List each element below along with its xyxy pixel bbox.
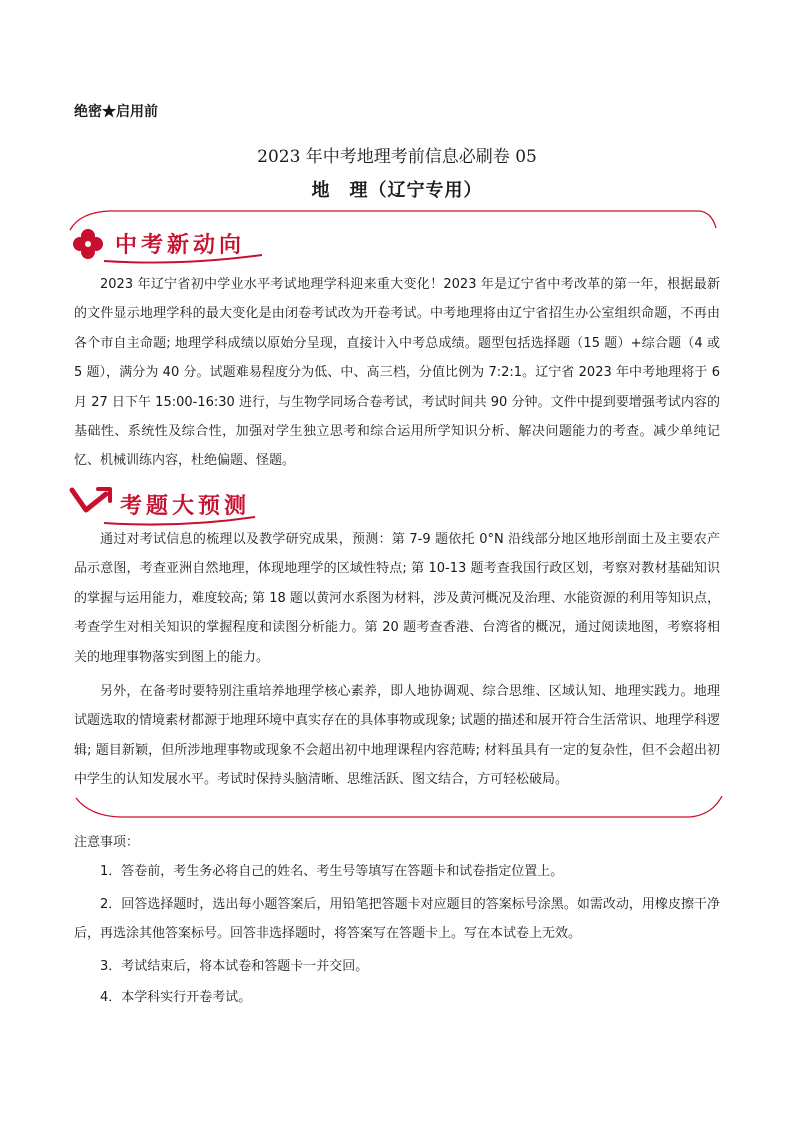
secret-label: 绝密★启用前 <box>74 104 158 120</box>
notes-heading: 注意事项： <box>74 835 140 850</box>
section-title: 考题大预测 <box>120 493 251 519</box>
note-item: 4．本学科实行开卷考试。 <box>100 990 252 1005</box>
page-subtitle: 地 理（辽宁专用） <box>311 180 483 201</box>
frame-bottom-line <box>76 796 722 817</box>
paragraph: 2023 年辽宁省初中学业水平考试地理学科迎来重大变化！2023 年是辽宁省中考改革的第一年，根据最新的文件显示地理学科的最大变化是由闭卷考试改为开卷考试。中考地理将由辽宁省招生办公室组织命题，不再由各个市自主命题; 地理学科成绩以原始分呈现，直接计入中考总成绩。题型包括选择题（15 题）+综合题（4 或 5 题），满分为 40 分。试题难易程度分为低、中、高三档，分值比例为 7:2:1。辽宁省 2023 年中考地理将于 6 月 27 日下午 15:00-16:30 进行，与生物学同场合卷考试，考试时间共 90 分钟。文件中提到要增强考试内容的基础性、系统性及综合性，加强对学生独立思考和综合运用所学知识分析、解决问题能力的考查。减少单纯记忆、机械训练内容，杜绝偏题、怪题。 <box>74 277 720 469</box>
page-title: 2023 年中考地理考前信息必刷卷 05 <box>257 147 537 167</box>
note-item: 3．考试结束后，将本试卷和答题卡一并交回。 <box>100 959 369 974</box>
trend-arrow-icon <box>72 489 110 510</box>
note-item: 2．回答选择题时，选出每小题答案后，用铅笔把答题卡对应题目的答案标号涂黑。如需改动，用橡皮擦干净后，再选涂其他答案标号。回答非选择题时，将答案写在答题卡上。写在本试卷上无效。 <box>74 897 720 941</box>
paragraph: 另外，在备考时要特别注重培养地理学核心素养，即人地协调观、综合思维、区域认知、地理实践力。地理试题选取的情境素材都源于地理环境中真实存在的具体事物或现象; 试题的描述和展开符合生活常识、地理学科逻辑; 题目新颖，但所涉地理事物或现象不会超出初中地理课程内容范畴; 材料虽具有一定的复杂性，但不会超出初中学生的认知发展水平。考试时保持头脑清晰、思维活跃、图文结合，方可轻松破局。 <box>74 684 720 788</box>
paragraph: 通过对考试信息的梳理以及教学研究成果，预测：第 7-9 题依托 0°N 沿线部分地区地形剖面土及主要农产品示意图，考查亚洲自然地理，体现地理学的区域性特点; 第 10-13 题考查我国行政区划，考察对教材基础知识的掌握与运用能力，难度较高; 第 18 题以黄河水系图为材料，涉及黄河概况及治理、水能资源的利用等知识点，考查学生对相关知识的掌握程度和读图分析能力。第 20 题考查香港、台湾省的概况，通过阅读地图，考察将相关的地理事物落实到图上的能力。 <box>74 532 720 665</box>
section-title: 中考新动向 <box>115 232 246 258</box>
note-item: 1．答卷前，考生务必将自己的姓名、考生号等填写在答题卡和试卷指定位置上。 <box>100 864 564 879</box>
clover-icon <box>73 229 103 259</box>
